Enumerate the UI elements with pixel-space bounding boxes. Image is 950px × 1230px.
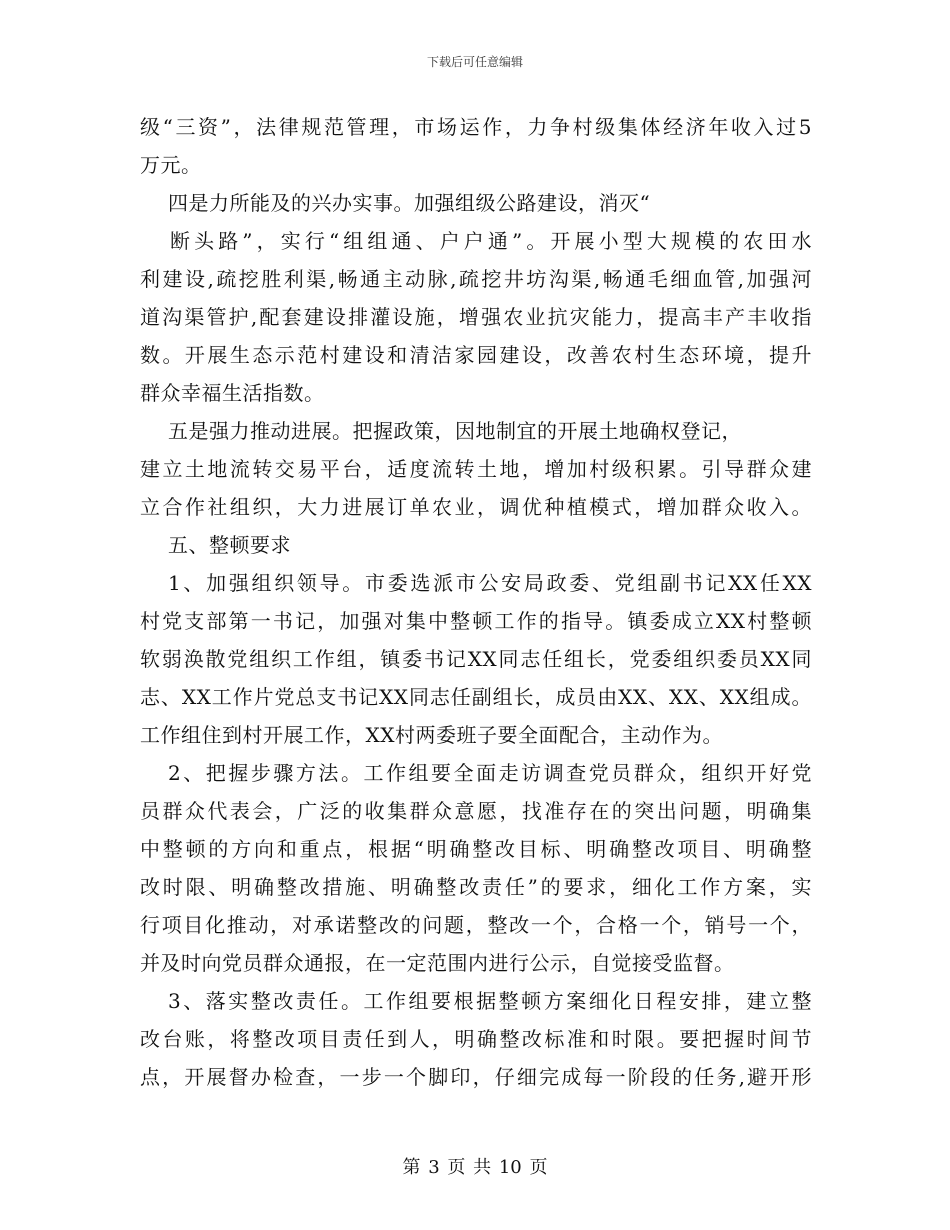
body-line: 改时限、明确整改措施、明确整改责任”的要求，细化工作方案，实 [140, 875, 812, 899]
body-line: 1、加强组织领导。市委选派市公安局政委、党组副书记XX任XX [168, 571, 812, 595]
body-line: 万元。 [140, 153, 202, 177]
body-line: 级“三资”，法律规范管理，市场运作，力争村级集体经济年收入过5 [140, 115, 812, 139]
body-line: 数。开展生态示范村建设和清洁家园建设，改善农村生态环境，提升 [140, 343, 812, 367]
body-line: 行项目化推动，对承诺整改的问题，整改一个，合格一个，销号一个， [140, 913, 812, 937]
body-line: 利建设,疏挖胜利渠,畅通主动脉,疏挖井坊沟渠,畅通毛细血管,加强河 [140, 267, 812, 291]
body-line: 员群众代表会，广泛的收集群众意愿，找准存在的突出问题，明确集 [140, 799, 812, 823]
body-line: 道沟渠管护,配套建设排灌设施，增强农业抗灾能力，提高丰产丰收指 [140, 305, 812, 329]
document-body [140, 108, 812, 1096]
body-line: 断头路”，实行“组组通、户户通”。开展小型大规模的农田水 [170, 229, 812, 253]
body-line: 建立土地流转交易平台，适度流转土地，增加村级积累。引导群众建 [140, 457, 812, 481]
body-line: 立合作社组织，大力进展订单农业，调优种植模式，增加群众收入。 [140, 495, 812, 519]
body-line: 志、XX工作片党总支书记XX同志任副组长，成员由XX、XX、XX组成。 [140, 685, 812, 709]
body-line: 2、把握步骤方法。工作组要全面走访调查党员群众，组织开好党 [168, 761, 812, 785]
body-line: 改台账，将整改项目责任到人，明确整改标准和时限。要把握时间节 [140, 1027, 812, 1051]
body-line: 村党支部第一书记，加强对集中整顿工作的指导。镇委成立XX村整顿 [140, 609, 812, 633]
body-line: 中整顿的方向和重点，根据“明确整改目标、明确整改项目、明确整 [140, 837, 812, 861]
body-line: 并及时向党员群众通报，在一定范围内进行公示，自觉接受监督。 [140, 951, 735, 975]
body-line: 软弱涣散党组织工作组，镇委书记XX同志任组长，党委组织委员XX同 [140, 647, 812, 671]
body-line: 四是力所能及的兴办实事。加强组级公路建设，消灭“ [168, 191, 651, 215]
page-number-footer: 第 3 页 共 10 页 [402, 1157, 548, 1178]
section-heading: 五、整顿要求 [168, 533, 291, 557]
body-line: 点，开展督办检查，一步一个脚印，仔细完成每一阶段的任务,避开形 [140, 1065, 812, 1089]
body-line: 3、落实整改责任。工作组要根据整顿方案细化日程安排，建立整 [168, 989, 812, 1013]
body-line: 群众幸福生活指数。 [140, 381, 325, 405]
body-line: 工作组住到村开展工作，XX村两委班子要全面配合，主动作为。 [140, 723, 723, 747]
body-line: 五是强力推动进展。把握政策，因地制宜的开展土地确权登记， [168, 419, 742, 443]
page-header-note: 下载后可任意编辑 [426, 55, 523, 69]
